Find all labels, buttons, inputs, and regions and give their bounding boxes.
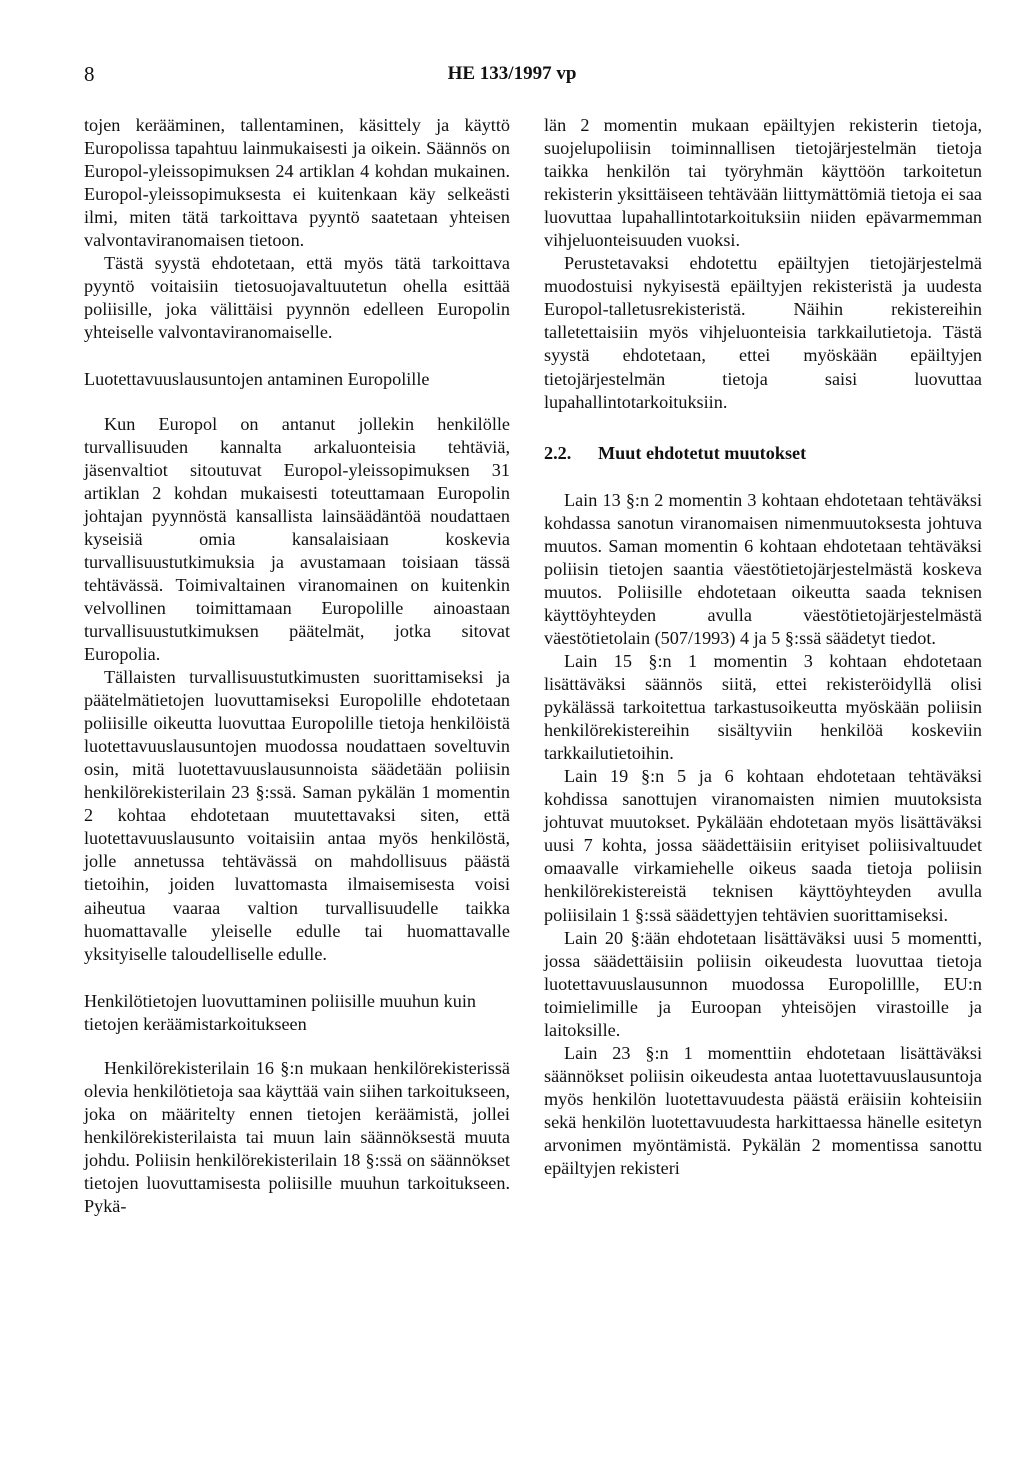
paragraph: Lain 20 §:ään ehdotetaan lisättäväksi uusi 5 momentti, jossa säädettäisiin poliisin oikeudesta luovuttaa tietoja luotettavuuslausunnon muodossa Europolillle, EU:n toimielimille ja Euroopan yhteisöjen virastoille ja laitoksille. — [544, 927, 982, 1040]
subheading: Henkilötietojen luovuttaminen poliisille muuhun kuin tietojen keräämistarkoitukseen — [84, 990, 476, 1034]
paragraph: Perustetavaksi ehdotettu epäiltyjen tietojärjestelmä muodostuisi nykyisestä epäiltyjen rekisteristä ja uudesta Europol-talletusrekisteristä. Näihin rekistereihin talletettaisiin myös vihjeluonteisia tarkkailutietoja. Tästä syystä ehdotetaan, ettei myöskään epäiltyjen tietojärjestelmän tietoja saisi luovuttaa lupahallintotarkoituksiin. — [544, 253, 982, 412]
paragraph: Henkilörekisterilain 16 §:n mukaan henkilörekisterissä olevia henkilötietoja saa käyttää vain siihen tarkoitukseen, joka on määritelty ennen tietojen keräämistä, jollei henkilörekisterilaista tai muun lain säännöksestä muuta johdu. Poliisin henkilörekisterilain 18 §:ssä on säännökset tietojen luovuttamisesta poliisille muuhun tarkoitukseen. Pykä- — [84, 1057, 510, 1217]
paragraph: Lain 13 §:n 2 momentin 3 kohtaan ehdotetaan tehtäväksi kohdassa sanotun viranomaisen nimenmuutoksesta johtuva muutos. Saman momentin 6 kohtaan ehdotetaan tehtäväksi poliisin tietojen saantia väestötietojärjestelmästä koskeva muutos. Poliisille ehdotetaan oikeutta saada teknisen käyttöyhteyden avulla väestötietojärjestelmästä väestötietolain (507/1993) 4 ja 5 §:ssä säädetyt tiedot. — [544, 489, 982, 648]
paragraph: Lain 19 §:n 5 ja 6 kohtaan ehdotetaan tehtäväksi kohdissa sanottujen viranomaisten nimien muutoksista johtuvat muutokset. Pykälään ehdotetaan myös lisättäväksi uusi 7 kohta, jossa säädettäisiin erityiset poliisivaltuudet omaavalle virkamiehelle oikeus saada tietoja poliisin henkilörekistereistä teknisen käyttöyhteyden avulla poliisilain 1 §:ssä säädettyjen tehtävien suorittamiseksi. — [544, 766, 982, 925]
page-number: 8 — [84, 62, 95, 86]
section-number: 2.2. — [544, 442, 572, 463]
paragraph: Lain 15 §:n 1 momentin 3 kohtaan ehdotetaan lisättäväksi säännös siitä, ettei rekisteröidyllä olisi pykälässä tarkoitettua tarkastusoikeutta myöskään poliisin henkilörekistereihin sisältyviin henkilöä koskeviin tarkkailutietoihin. — [544, 650, 982, 764]
subheading: Luotettavuuslausuntojen antaminen Europolille — [84, 369, 430, 390]
left-column — [84, 114, 510, 1218]
paragraph: Tällaisten turvallisuustutkimusten suorittamiseksi ja päätelmätietojen luovuttamiseksi Europolille ehdotetaan poliisille oikeutta luovuttaa Europolille tietoja henkilöistä luotettavuuslausuntojen muodossa noudattaen soveltuvin osin, mitä luotettavuuslausunnoista säädetään poliisin henkilörekisterilain 23 §:ssä. Saman pykälän 1 momentin 2 kohtaa ehdotetaan muutettavaksi siten, että luotettavuuslausunto voitaisiin antaa myös henkilöstä, jolle annetussa tehtävässä on mahdollisuus päästä tietoihin, joiden luvattomasta ilmaisemisesta voisi aiheutua vaaraa valtion turvallisuudelle taikka huomattavalle yleiselle edulle tai huomattavalle yksityiselle taloudelliselle edulle. — [84, 667, 510, 964]
paragraph: län 2 momentin mukaan epäiltyjen rekisterin tietoja, suojelupoliisin toiminnallisen tietojärjestelmän tietoja taikka henkilön tai työryhmän käyttöön tarkoitetun rekisterin yksittäiseen tehtävään liittymättömiä tietoja ei saa luovuttaa lupahallintotarkoituksiin niiden epävarmemman vihjeluonteisuuden vuoksi. — [544, 115, 982, 251]
paragraph: tojen kerääminen, tallentaminen, käsittely ja käyttö Europolissa tapahtuu lainmukaisesti ja oikein. Säännös on Europol-yleissopimuksen 24 artiklan 4 kohdan mukainen. Europol-yleissopimuksesta ei kuitenkaan käy selkeästi ilmi, miten tätä tarkoittava pyyntö saatetaan yhteisen valvontaviranomaisen tietoon. — [84, 115, 510, 251]
paragraph: Lain 23 §:n 1 momenttiin ehdotetaan lisättäväksi säännökset poliisin oikeudesta antaa luotettavuuslausuntoja myös henkilön luotettavuudesta päästä eräisiin kohteisiin sekä henkilön luotettavuudesta harkittaessa hänelle esitetyn arvonimen myöntämistä. Pykälän 2 momentissa sanottu epäiltyjen rekisteri — [544, 1042, 982, 1179]
section-heading — [544, 442, 982, 465]
right-column — [544, 114, 982, 1180]
paragraph: Tästä syystä ehdotetaan, että myös tätä tarkoittava pyyntö voitaisiin tietosuojavaltuutetun ohella esittää poliisille, joka välittäisi pyynnön edelleen Europolin yhteiselle valvontaviranomaiselle. — [84, 253, 510, 343]
section-title: Muut ehdotetut muutokset — [598, 442, 807, 463]
running-header: HE 133/1997 vp — [447, 63, 577, 84]
paragraph: Kun Europol on antanut jollekin henkilölle turvallisuuden kannalta arkaluonteisia tehtäviä, jäsenvaltiot sitoutuvat Europol-yleissopimuksen 31 artiklan 2 kohdan mukaisesti toteuttamaan Europolin johtajan pyynnöstä kansallista lainsäädäntöä noudattaen kyseisiä omia kansalaisiaan koskevia turvallisuustutkimuksia ja avustamaan toisiaan tässä tehtävässä. Toimivaltainen viranomainen on kuitenkin velvollinen toimittamaan Europolille ainoastaan turvallisuustutkimuksen päätelmät, jotka sitovat Europolia. — [84, 413, 510, 664]
